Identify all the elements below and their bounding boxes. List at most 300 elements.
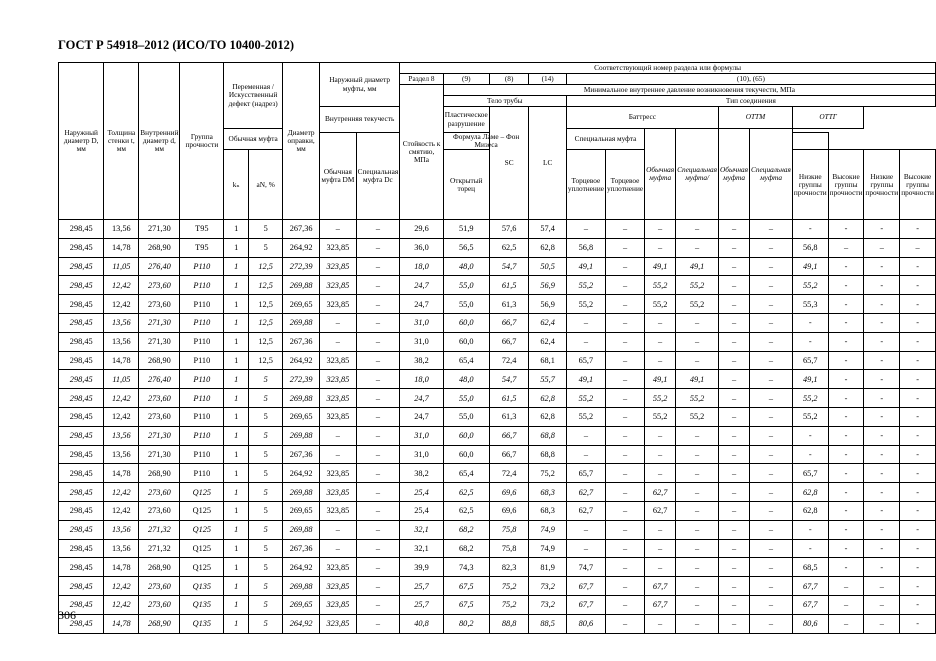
- table-cell: 1: [224, 389, 249, 408]
- table-cell: -: [792, 445, 828, 464]
- table-cell: –: [750, 558, 793, 577]
- table-cell: 65,7: [566, 464, 605, 483]
- table-cell: –: [750, 332, 793, 351]
- table-body: [59, 220, 936, 634]
- table-cell: 273,60: [139, 408, 180, 427]
- table-cell: 68,2: [443, 539, 489, 558]
- table-cell: –: [645, 614, 676, 633]
- table-cell: 75,2: [529, 464, 566, 483]
- table-cell: –: [676, 614, 719, 633]
- table-cell: 56,5: [443, 238, 489, 257]
- table-cell: 13,56: [104, 332, 139, 351]
- table-cell: 5: [249, 577, 283, 596]
- table-cell: 48,0: [443, 257, 489, 276]
- table-cell: P110: [180, 464, 224, 483]
- table-cell: 5: [249, 220, 283, 239]
- table-cell: 60,0: [443, 426, 489, 445]
- table-cell: 39,9: [400, 558, 444, 577]
- table-cell: –: [605, 445, 644, 464]
- table-cell: 269,65: [283, 501, 320, 520]
- table-cell: 5: [249, 370, 283, 389]
- table-cell: 80,6: [566, 614, 605, 633]
- table-cell: 74,9: [529, 539, 566, 558]
- table-cell: 298,45: [59, 408, 104, 427]
- table-cell: 264,92: [283, 238, 320, 257]
- table-cell: –: [828, 238, 864, 257]
- table-row: [59, 614, 936, 633]
- table-cell: 62,4: [529, 314, 566, 333]
- table-cell: 269,88: [283, 276, 320, 295]
- table-cell: –: [356, 276, 400, 295]
- table-cell: 273,60: [139, 595, 180, 614]
- table-cell: 323,85: [320, 351, 356, 370]
- table-row: [59, 483, 936, 502]
- table-cell: –: [719, 295, 750, 314]
- table-cell: -: [864, 483, 900, 502]
- table-cell: 5: [249, 539, 283, 558]
- header-ottm-special: Специальная муфта/: [676, 129, 719, 220]
- table-cell: 49,1: [566, 257, 605, 276]
- table-cell: –: [320, 314, 356, 333]
- table-cell: –: [356, 370, 400, 389]
- table-cell: 5: [249, 595, 283, 614]
- table-cell: 68,2: [443, 520, 489, 539]
- table-cell: -: [900, 295, 936, 314]
- table-cell: 60,0: [443, 445, 489, 464]
- table-cell: -: [828, 445, 864, 464]
- table-cell: –: [356, 238, 400, 257]
- header-ottm-regular: Обычная муфта: [645, 129, 676, 220]
- table-cell: 13,56: [104, 426, 139, 445]
- table-cell: –: [605, 464, 644, 483]
- header-low-grade-2: Низкие группы прочности: [864, 150, 900, 220]
- table-cell: 13,56: [104, 220, 139, 239]
- table-cell: –: [645, 314, 676, 333]
- table-cell: –: [676, 595, 719, 614]
- table-cell: 323,85: [320, 577, 356, 596]
- table-cell: –: [828, 614, 864, 633]
- table-cell: –: [719, 464, 750, 483]
- table-cell: 298,45: [59, 332, 104, 351]
- table-cell: –: [356, 426, 400, 445]
- table-cell: –: [719, 220, 750, 239]
- table-cell: –: [356, 464, 400, 483]
- table-cell: –: [719, 370, 750, 389]
- table-cell: 55,2: [676, 295, 719, 314]
- header-od: Наружный диаметр D, мм: [59, 63, 104, 220]
- header-capped-end-b: Торцевое уплотнение: [605, 150, 644, 220]
- table-cell: 269,88: [283, 389, 320, 408]
- table-cell: -: [900, 426, 936, 445]
- table-cell: 56,8: [792, 238, 828, 257]
- table-cell: –: [719, 558, 750, 577]
- table-cell: -: [864, 501, 900, 520]
- table-cell: -: [828, 295, 864, 314]
- table-cell: 1: [224, 595, 249, 614]
- header-an: aN, %: [249, 150, 283, 220]
- table-cell: 68,8: [529, 426, 566, 445]
- table-cell: 298,45: [59, 426, 104, 445]
- table-cell: –: [828, 595, 864, 614]
- table-cell: –: [356, 614, 400, 633]
- table-cell: 267,36: [283, 445, 320, 464]
- table-cell: 55,0: [443, 408, 489, 427]
- table-cell: -: [900, 445, 936, 464]
- table-row: [59, 220, 936, 239]
- table-cell: P110: [180, 351, 224, 370]
- table-cell: 269,65: [283, 295, 320, 314]
- table-row: [59, 558, 936, 577]
- table-cell: 298,45: [59, 238, 104, 257]
- table-cell: 55,2: [645, 389, 676, 408]
- table-cell: 82,3: [489, 558, 529, 577]
- header-sc: SC: [489, 107, 529, 220]
- table-cell: –: [750, 426, 793, 445]
- table-cell: 323,85: [320, 276, 356, 295]
- table-cell: Q135: [180, 595, 224, 614]
- table-cell: 267,36: [283, 332, 320, 351]
- table-cell: -: [864, 426, 900, 445]
- header-internal-yield: Внутренняя текучесть: [320, 107, 400, 133]
- table-cell: 68,5: [792, 558, 828, 577]
- table-cell: –: [864, 595, 900, 614]
- table-cell: 72,4: [489, 351, 529, 370]
- table-cell: –: [750, 595, 793, 614]
- table-cell: –: [864, 238, 900, 257]
- table-cell: –: [719, 389, 750, 408]
- table-cell: 271,30: [139, 314, 180, 333]
- table-cell: 298,45: [59, 595, 104, 614]
- table-cell: 31,0: [400, 314, 444, 333]
- table-cell: -: [792, 220, 828, 239]
- table-cell: 80,2: [443, 614, 489, 633]
- table-cell: -: [864, 314, 900, 333]
- table-cell: –: [605, 483, 644, 502]
- table-cell: 273,60: [139, 483, 180, 502]
- table-cell: 12,42: [104, 408, 139, 427]
- table-cell: 55,0: [443, 389, 489, 408]
- table-cell: 55,3: [792, 295, 828, 314]
- table-cell: Q125: [180, 539, 224, 558]
- table-cell: 271,32: [139, 539, 180, 558]
- table-cell: 62,7: [645, 483, 676, 502]
- table-cell: -: [900, 370, 936, 389]
- table-cell: –: [356, 501, 400, 520]
- table-cell: 323,85: [320, 408, 356, 427]
- header-high-grade-1: Высокие группы прочности: [828, 150, 864, 220]
- table-cell: –: [605, 276, 644, 295]
- table-cell: -: [792, 539, 828, 558]
- table-cell: 5: [249, 408, 283, 427]
- header-lc: LC: [529, 107, 566, 220]
- table-cell: 73,2: [529, 577, 566, 596]
- table-cell: T95: [180, 238, 224, 257]
- table-cell: 298,45: [59, 445, 104, 464]
- table-cell: 56,9: [529, 276, 566, 295]
- table-cell: -: [828, 351, 864, 370]
- table-cell: 1: [224, 257, 249, 276]
- table-cell: 298,45: [59, 501, 104, 520]
- table-cell: 57,4: [529, 220, 566, 239]
- table-cell: 67,7: [645, 577, 676, 596]
- table-cell: 38,2: [400, 351, 444, 370]
- table-row: [59, 520, 936, 539]
- table-cell: -: [864, 220, 900, 239]
- table-cell: –: [719, 408, 750, 427]
- table-cell: –: [320, 445, 356, 464]
- table-cell: –: [750, 389, 793, 408]
- table-cell: 62,7: [645, 501, 676, 520]
- table-row: [59, 464, 936, 483]
- table-cell: -: [792, 520, 828, 539]
- table-cell: 1: [224, 539, 249, 558]
- table-cell: 67,7: [566, 577, 605, 596]
- table-cell: 55,2: [676, 276, 719, 295]
- table-cell: 32,1: [400, 520, 444, 539]
- table-cell: –: [605, 370, 644, 389]
- table-cell: 55,2: [645, 276, 676, 295]
- table-cell: 276,40: [139, 257, 180, 276]
- table-cell: 12,42: [104, 501, 139, 520]
- table-cell: -: [864, 445, 900, 464]
- table-cell: 74,7: [566, 558, 605, 577]
- table-cell: 264,92: [283, 614, 320, 633]
- table-cell: 273,60: [139, 295, 180, 314]
- table-cell: 38,2: [400, 464, 444, 483]
- table-cell: –: [750, 238, 793, 257]
- table-header: [59, 63, 936, 220]
- table-cell: 272,39: [283, 370, 320, 389]
- table-cell: –: [605, 332, 644, 351]
- header-capped-end-a: Торцевое уплотнение: [566, 150, 605, 220]
- table-cell: –: [645, 238, 676, 257]
- table-cell: –: [356, 351, 400, 370]
- table-cell: 5: [249, 614, 283, 633]
- table-cell: 12,5: [249, 276, 283, 295]
- table-cell: 69,6: [489, 483, 529, 502]
- table-cell: –: [645, 558, 676, 577]
- table-row: [59, 295, 936, 314]
- header-connection-type: Тип соединения: [566, 96, 935, 107]
- table-cell: –: [356, 332, 400, 351]
- table-cell: 49,1: [676, 370, 719, 389]
- table-cell: 273,60: [139, 577, 180, 596]
- table-cell: –: [719, 238, 750, 257]
- table-cell: –: [676, 577, 719, 596]
- table-cell: 5: [249, 520, 283, 539]
- table-cell: 1: [224, 464, 249, 483]
- table-cell: -: [828, 426, 864, 445]
- header-regular-coupling-dm: Обычная муфта DM: [320, 133, 356, 220]
- table-cell: 75,2: [489, 595, 529, 614]
- table-cell: 267,36: [283, 220, 320, 239]
- table-cell: 54,7: [489, 370, 529, 389]
- table-cell: –: [750, 408, 793, 427]
- header-defect: Переменная /Искусственный дефект (надрез): [224, 63, 283, 129]
- table-cell: 323,85: [320, 389, 356, 408]
- table-cell: 60,0: [443, 314, 489, 333]
- table-cell: –: [356, 408, 400, 427]
- table-row: [59, 314, 936, 333]
- table-cell: –: [750, 501, 793, 520]
- table-cell: 273,60: [139, 501, 180, 520]
- table-cell: 264,92: [283, 558, 320, 577]
- table-cell: –: [566, 426, 605, 445]
- table-cell: –: [719, 426, 750, 445]
- table-cell: 55,2: [566, 295, 605, 314]
- table-cell: 298,45: [59, 464, 104, 483]
- table-cell: 55,2: [645, 295, 676, 314]
- table-cell: –: [676, 539, 719, 558]
- table-cell: 62,7: [566, 501, 605, 520]
- header-wall: Толщина стенки t, мм: [104, 63, 139, 220]
- table-cell: –: [356, 314, 400, 333]
- table-cell: –: [645, 445, 676, 464]
- table-cell: 65,7: [792, 351, 828, 370]
- table-cell: 32,1: [400, 539, 444, 558]
- table-cell: 1: [224, 276, 249, 295]
- table-cell: 67,5: [443, 577, 489, 596]
- table-cell: 31,0: [400, 426, 444, 445]
- header-formula-9: (9): [443, 74, 489, 85]
- table-cell: 75,2: [489, 577, 529, 596]
- table-cell: –: [719, 445, 750, 464]
- document-title: ГОСТ Р 54918–2012 (ИСО/ТО 10400-2012): [58, 38, 295, 52]
- table-cell: –: [645, 464, 676, 483]
- table-cell: 323,85: [320, 257, 356, 276]
- table-cell: –: [566, 332, 605, 351]
- table-row: [59, 577, 936, 596]
- table-cell: 62,4: [529, 332, 566, 351]
- table-cell: 14,78: [104, 558, 139, 577]
- table-cell: –: [356, 595, 400, 614]
- table-cell: 49,1: [645, 257, 676, 276]
- table-cell: -: [828, 389, 864, 408]
- table-cell: 62,5: [443, 501, 489, 520]
- table-cell: 12,5: [249, 257, 283, 276]
- table-cell: –: [566, 445, 605, 464]
- table-cell: 54,7: [489, 257, 529, 276]
- table-cell: 14,78: [104, 238, 139, 257]
- table-cell: -: [828, 501, 864, 520]
- table-cell: –: [605, 257, 644, 276]
- table-cell: -: [828, 332, 864, 351]
- table-cell: P110: [180, 389, 224, 408]
- table-cell: –: [719, 577, 750, 596]
- table-row: [59, 351, 936, 370]
- table-cell: –: [676, 332, 719, 351]
- table-cell: 298,45: [59, 389, 104, 408]
- table-cell: -: [792, 332, 828, 351]
- table-cell: 65,4: [443, 464, 489, 483]
- table-cell: –: [356, 220, 400, 239]
- table-cell: –: [719, 332, 750, 351]
- table-cell: 25,7: [400, 595, 444, 614]
- header-special-coupling-dc: Специальная муфта Dc: [356, 133, 400, 220]
- table-cell: 12,42: [104, 295, 139, 314]
- table-cell: -: [864, 464, 900, 483]
- table-cell: –: [605, 408, 644, 427]
- table-cell: 74,9: [529, 520, 566, 539]
- table-cell: 66,7: [489, 314, 529, 333]
- table-cell: 268,90: [139, 614, 180, 633]
- table-cell: -: [828, 408, 864, 427]
- table-cell: 55,0: [443, 276, 489, 295]
- table-cell: –: [719, 595, 750, 614]
- table-cell: 273,60: [139, 276, 180, 295]
- header-ottg: ОТТГ: [792, 107, 864, 129]
- header-buttress: Баттресс: [566, 107, 718, 129]
- header-ottm: ОТТМ: [719, 107, 793, 129]
- table-cell: -: [828, 314, 864, 333]
- table-cell: P110: [180, 408, 224, 427]
- table-cell: 62,8: [792, 501, 828, 520]
- table-cell: 62,8: [529, 389, 566, 408]
- table-cell: 298,45: [59, 257, 104, 276]
- table-cell: 12,5: [249, 332, 283, 351]
- table-row: [59, 408, 936, 427]
- table-cell: 49,1: [792, 257, 828, 276]
- table-cell: –: [719, 257, 750, 276]
- table-cell: 264,92: [283, 464, 320, 483]
- table-cell: -: [864, 389, 900, 408]
- header-coupling-od: Наружный диаметр муфты, мм: [320, 63, 400, 107]
- table-cell: –: [676, 238, 719, 257]
- table-cell: 269,88: [283, 483, 320, 502]
- table-cell: –: [605, 577, 644, 596]
- table-cell: 62,5: [489, 238, 529, 257]
- table-cell: –: [828, 577, 864, 596]
- table-cell: 298,45: [59, 558, 104, 577]
- table-cell: -: [900, 257, 936, 276]
- table-cell: –: [356, 445, 400, 464]
- table-cell: 55,2: [566, 276, 605, 295]
- table-cell: 269,88: [283, 314, 320, 333]
- table-cell: 298,45: [59, 314, 104, 333]
- table-cell: Q125: [180, 558, 224, 577]
- table-cell: P110: [180, 370, 224, 389]
- table-cell: 61,3: [489, 295, 529, 314]
- table-cell: 65,4: [443, 351, 489, 370]
- table-cell: 48,0: [443, 370, 489, 389]
- table-cell: 323,85: [320, 238, 356, 257]
- header-high-grade-2: Высокие группы прочности: [900, 150, 936, 220]
- table-cell: 12,5: [249, 314, 283, 333]
- table-cell: 267,36: [283, 539, 320, 558]
- header-top: Соответствующий номер раздела или формулы: [400, 63, 936, 74]
- table-cell: 50,5: [529, 257, 566, 276]
- header-regular-coupling: Обычная муфта: [224, 129, 283, 150]
- table-cell: 1: [224, 558, 249, 577]
- table-cell: -: [864, 332, 900, 351]
- table-cell: 13,56: [104, 539, 139, 558]
- table-cell: 69,6: [489, 501, 529, 520]
- table-cell: –: [719, 501, 750, 520]
- table-cell: Q135: [180, 577, 224, 596]
- table-cell: 269,88: [283, 426, 320, 445]
- table-cell: -: [900, 614, 936, 633]
- table-cell: –: [566, 539, 605, 558]
- table-cell: 67,7: [792, 577, 828, 596]
- table-cell: P110: [180, 257, 224, 276]
- table-cell: 271,30: [139, 426, 180, 445]
- table-cell: 323,85: [320, 595, 356, 614]
- table-cell: 264,92: [283, 351, 320, 370]
- table-cell: 271,30: [139, 332, 180, 351]
- table-cell: 273,60: [139, 389, 180, 408]
- table-cell: 298,45: [59, 483, 104, 502]
- table-cell: 49,1: [645, 370, 676, 389]
